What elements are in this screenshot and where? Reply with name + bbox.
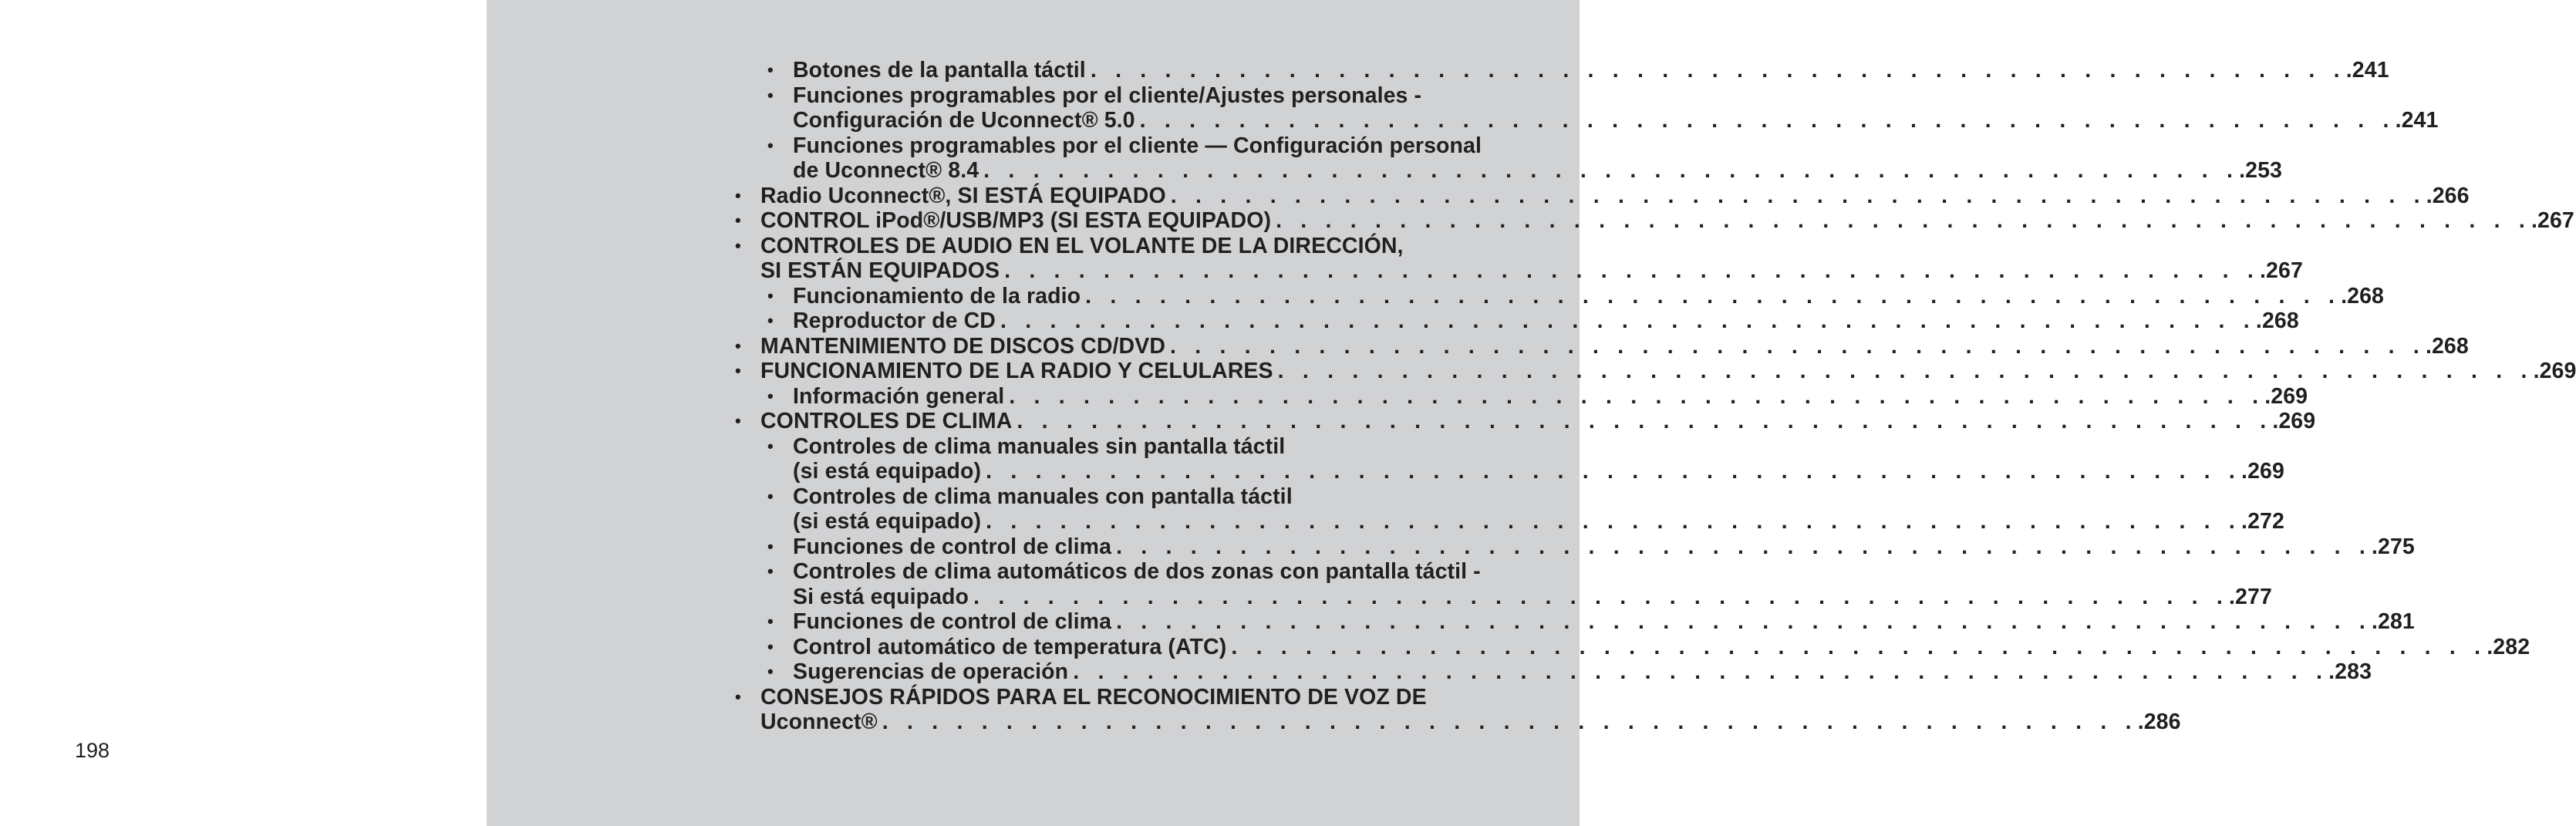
- toc-entry[interactable]: [733, 183, 2470, 209]
- toc-page-number: .269: [2264, 383, 2308, 409]
- toc-entry[interactable]: [733, 433, 2284, 484]
- toc-entry[interactable]: [733, 659, 2372, 685]
- toc-page-number: .268: [2425, 333, 2469, 359]
- toc-entry[interactable]: [733, 484, 2284, 534]
- toc-page-number: .269: [2272, 409, 2316, 433]
- toc-page-number: .286: [2137, 710, 2181, 734]
- toc-entry-title: Botones de la pantalla táctil: [793, 58, 1086, 83]
- dot-leader: . . . . . . . . . . . . . . . . . . . . . . . . . . . . . . . . . . . . . . . . . . . . . . . . . . .: [986, 459, 2242, 484]
- toc-page-number: .241: [2345, 58, 2389, 83]
- bullet-icon: •: [767, 612, 774, 631]
- bullet-icon: •: [767, 662, 774, 681]
- bullet-icon: •: [735, 335, 741, 356]
- toc-page-number: .269: [2533, 359, 2576, 383]
- dot-leader: . . . . . . . . . . . . . . . . . . . . . . . . . . . . . . . . . . . . . . . . . . . . . . . . . . .: [983, 158, 2240, 183]
- toc-page-number: .282: [2487, 634, 2530, 659]
- bullet-icon: •: [735, 185, 741, 205]
- toc-entry-title: Si está equipado: [793, 584, 969, 609]
- toc-entry-title-line: Funciones programables por el cliente — Configuración personal: [793, 133, 1482, 158]
- toc-entry[interactable]: [733, 283, 2384, 309]
- toc-entry[interactable]: [733, 559, 2272, 609]
- toc-entry-title: CONTROL iPod®/USB/MP3 (SI ESTA EQUIPADO): [760, 208, 1272, 233]
- toc-page-number: .267: [2531, 208, 2574, 233]
- dot-leader: . . . . . . . . . . . . . . . . . . . . . . . . . . . . . . . . . . . . . . . . . . . . . . . . . . .: [1085, 283, 2342, 308]
- toc-entry-title: Información general: [793, 383, 1005, 409]
- toc-page-number: .253: [2239, 158, 2282, 183]
- bullet-icon: •: [735, 211, 741, 230]
- toc-page-number: .241: [2395, 108, 2439, 133]
- bullet-icon: •: [767, 636, 774, 656]
- toc-entry-title: Reproductor de CD: [793, 308, 996, 333]
- toc-entry[interactable]: [733, 534, 2415, 560]
- toc-entry[interactable]: [733, 133, 2282, 184]
- dot-leader: . . . . . . . . . . . . . . . . . . . . . . . . . . . . . . . . . . . . . . . . . . . . . . . . . . .: [1231, 634, 2487, 659]
- bullet-icon: •: [735, 411, 741, 430]
- toc-entry[interactable]: [733, 233, 2303, 284]
- toc-entry-title: Control automático de temperatura (ATC): [793, 634, 1227, 659]
- toc-page-number: .277: [2229, 584, 2272, 609]
- dot-leader: . . . . . . . . . . . . . . . . . . . . . . . . . . . . . . . . . . . . . . . . . . . . . . . . . . .: [1116, 609, 2372, 634]
- toc-entry-title: SI ESTÁN EQUIPADOS: [760, 258, 1000, 283]
- bullet-icon: •: [767, 486, 774, 506]
- toc-entry-title: Radio Uconnect®, SI ESTÁ EQUIPADO: [760, 183, 1166, 208]
- toc-entry-title-line: Controles de clima manuales con pantalla táctil: [793, 484, 1293, 509]
- bullet-icon: •: [767, 436, 774, 456]
- dot-leader: . . . . . . . . . . . . . . . . . . . . . . . . . . . . . . . . . . . . . . . . . . . . . . . . . . .: [1139, 108, 2396, 133]
- toc-entry[interactable]: [733, 333, 2469, 359]
- toc-entry-title: Funcionamiento de la radio: [793, 283, 1081, 308]
- dot-leader: . . . . . . . . . . . . . . . . . . . . . . . . . . . . . . . . . . . . . . . . . . . . . . . . . . .: [986, 509, 2242, 534]
- dot-leader: . . . . . . . . . . . . . . . . . . . . . . . . . . . . . . . . . . . . . . . . . . . . . . . . . . .: [1116, 534, 2372, 559]
- toc-page-number: .275: [2372, 534, 2415, 559]
- dot-leader: . . . . . . . . . . . . . . . . . . . . . . . . . . . . . . . . . . . . . . . . . . . . . . . . . . .: [1276, 208, 2532, 233]
- toc-entry[interactable]: [733, 308, 2299, 334]
- toc-page-number: .266: [2426, 183, 2470, 208]
- toc-entry-title: (si está equipado): [793, 509, 982, 534]
- toc-page-number: .281: [2372, 609, 2415, 634]
- dot-leader: . . . . . . . . . . . . . . . . . . . . . . . . . . . . . . . . . . . . . . . . . . . . . . . . . . .: [1009, 383, 2265, 409]
- bullet-icon: •: [767, 536, 774, 556]
- toc-entry-title-line: Controles de clima manuales sin pantalla táctil: [793, 433, 1286, 459]
- bullet-icon: •: [767, 60, 774, 79]
- dot-leader: . . . . . . . . . . . . . . . . . . . . . . . . . . . . . . . . . . . . . . . . . . . . . . . . . . .: [1277, 359, 2534, 383]
- toc-entry-title-line: Controles de clima automáticos de dos zonas con pantalla táctil -: [793, 559, 1481, 584]
- dot-leader: . . . . . . . . . . . . . . . . . . . . . . . . . . . . . . . . . . . . . . . . . . . . . . . . . . .: [1004, 258, 2261, 283]
- toc-entry[interactable]: [733, 208, 2574, 234]
- toc-entry[interactable]: [733, 58, 2389, 83]
- toc-entry-title: Sugerencias de operación: [793, 659, 1069, 684]
- toc-entry-title: CONTROLES DE CLIMA: [760, 409, 1013, 433]
- bullet-icon: •: [767, 85, 774, 105]
- toc-entry[interactable]: [733, 684, 2181, 735]
- dot-leader: . . . . . . . . . . . . . . . . . . . . . . . . . . . . . . . . . . . . . . . . . . . . . . . . . . .: [1090, 58, 2346, 83]
- toc-page-number: .269: [2241, 459, 2284, 484]
- dot-leader: . . . . . . . . . . . . . . . . . . . . . . . . . . . . . . . . . . . . . . . . . . . . . . . . . . .: [1170, 183, 2426, 208]
- toc-entry[interactable]: [733, 609, 2415, 635]
- toc-entry-title-line: CONTROLES DE AUDIO EN EL VOLANTE DE LA DIRECCIÓN,: [760, 233, 1404, 258]
- toc-entry-title: Uconnect®: [760, 710, 878, 734]
- bullet-icon: •: [767, 311, 774, 330]
- bullet-icon: •: [767, 561, 774, 581]
- toc-entry-title: (si está equipado): [793, 459, 982, 484]
- toc-page-number: .283: [2328, 659, 2372, 684]
- page-number: 198: [75, 739, 110, 762]
- toc-page-number: .267: [2260, 258, 2303, 283]
- toc-entry[interactable]: [733, 359, 2576, 384]
- dot-leader: . . . . . . . . . . . . . . . . . . . . . . . . . . . . . . . . . . . . . . . . . . . . . . . . . . .: [882, 710, 2138, 734]
- toc-entry-title: Configuración de Uconnect® 5.0: [793, 108, 1135, 133]
- toc-entry[interactable]: [733, 383, 2308, 410]
- bullet-icon: •: [767, 386, 774, 406]
- bullet-icon: •: [735, 361, 741, 380]
- toc-entry[interactable]: [733, 83, 2439, 133]
- dot-leader: . . . . . . . . . . . . . . . . . . . . . . . . . . . . . . . . . . . . . . . . . . . . . . . . . . .: [1017, 409, 2273, 433]
- dot-leader: . . . . . . . . . . . . . . . . . . . . . . . . . . . . . . . . . . . . . . . . . . . . . . . . . . .: [1073, 659, 2329, 684]
- toc-entry-title: MANTENIMIENTO DE DISCOS CD/DVD: [760, 333, 1166, 359]
- toc-page-number: .272: [2241, 509, 2284, 534]
- bullet-icon: •: [735, 235, 741, 255]
- dot-leader: . . . . . . . . . . . . . . . . . . . . . . . . . . . . . . . . . . . . . . . . . . . . . . . . . . .: [1000, 308, 2256, 333]
- toc-entry-title-line: Funciones programables por el cliente/Ajustes personales -: [793, 83, 1422, 108]
- toc-entry[interactable]: [733, 634, 2530, 660]
- toc-entry-title: Funciones de control de clima: [793, 609, 1112, 634]
- dot-leader: . . . . . . . . . . . . . . . . . . . . . . . . . . . . . . . . . . . . . . . . . . . . . . . . . . .: [1170, 333, 2426, 359]
- toc-entry-title: Funciones de control de clima: [793, 534, 1112, 559]
- dot-leader: . . . . . . . . . . . . . . . . . . . . . . . . . . . . . . . . . . . . . . . . . . . . . . . . . . .: [973, 584, 2230, 609]
- toc-entry[interactable]: [733, 409, 2316, 434]
- toc-entry-title-line: CONSEJOS RÁPIDOS PARA EL RECONOCIMIENTO DE VOZ DE: [760, 684, 1427, 710]
- bullet-icon: •: [735, 686, 741, 706]
- toc-page-number: .268: [2341, 283, 2384, 308]
- bullet-icon: •: [767, 135, 774, 155]
- bullet-icon: •: [767, 285, 774, 305]
- table-of-contents: [733, 58, 2576, 735]
- toc-entry-title: FUNCIONAMIENTO DE LA RADIO Y CELULARES: [760, 359, 1273, 383]
- toc-page-number: .268: [2255, 308, 2299, 333]
- toc-entry-title: de Uconnect® 8.4: [793, 158, 979, 183]
